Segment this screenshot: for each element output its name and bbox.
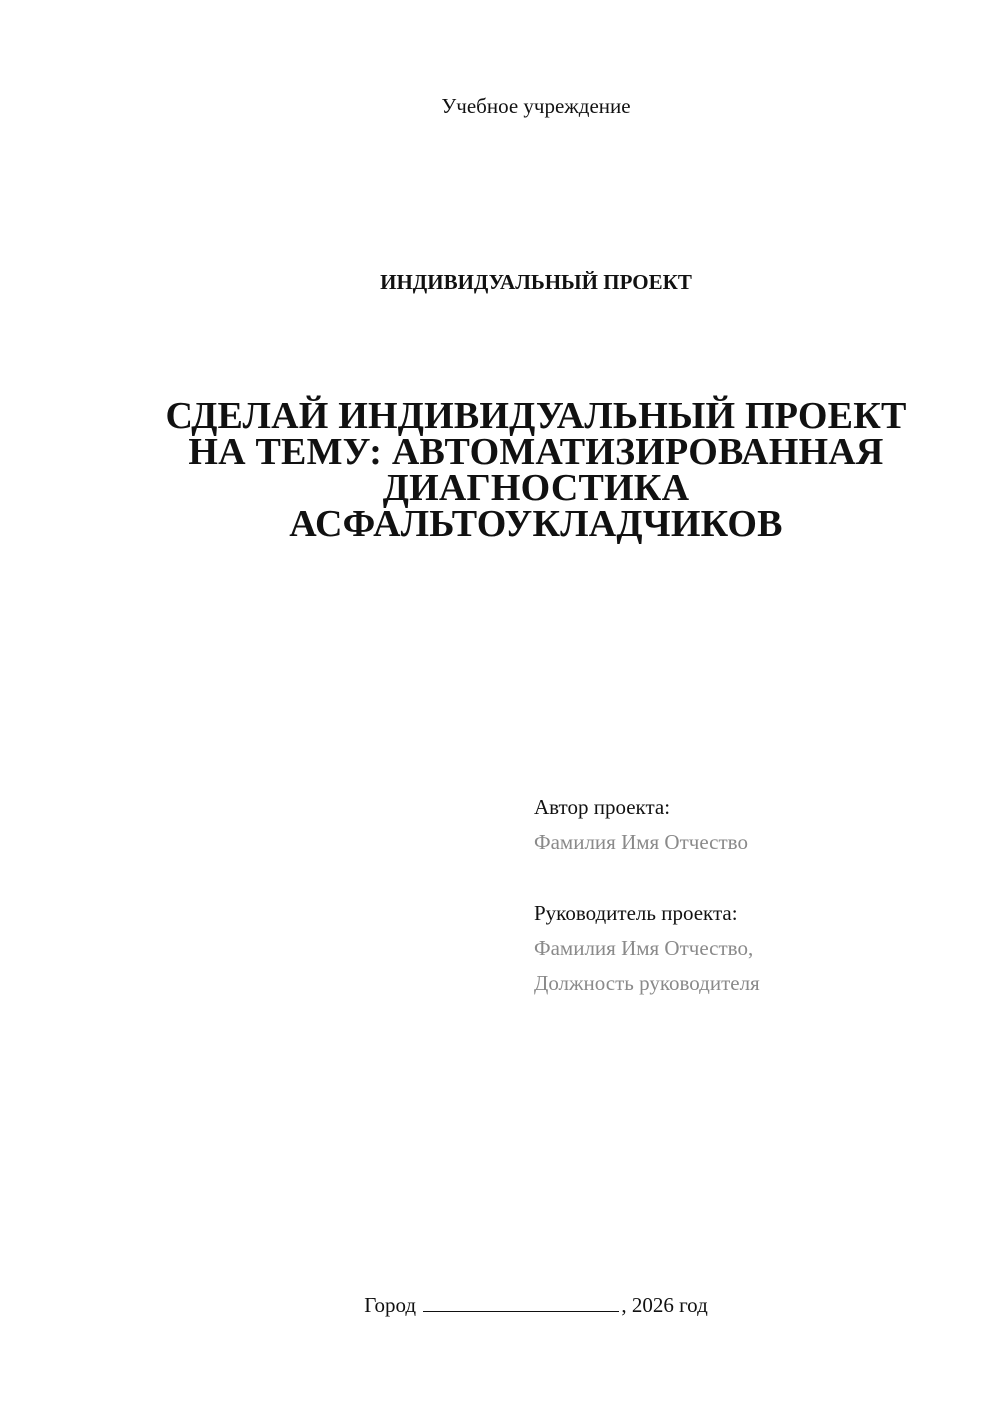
city-year-line <box>36 1292 1000 1318</box>
supervisor-name-placeholder: Фамилия Имя Отчество, <box>534 936 754 960</box>
spacer <box>534 860 974 896</box>
topic-line: СДЕЛАЙ ИНДИВИДУАЛЬНЫЙ ПРОЕКТ <box>165 395 907 437</box>
author-label: Автор проекта: <box>534 795 671 819</box>
topic-line: ДИАГНОСТИКА <box>382 467 690 509</box>
institution-name: Учебное учреждение <box>441 94 631 118</box>
topic-line: АСФАЛЬТОУКЛАДЧИКОВ <box>289 503 783 545</box>
supervisor-position-placeholder: Должность руководителя <box>534 971 760 995</box>
project-people-block <box>534 790 974 1001</box>
topic-line: НА ТЕМУ: АВТОМАТИЗИРОВАННАЯ <box>188 431 884 473</box>
author-name-placeholder: Фамилия Имя Отчество <box>534 830 748 854</box>
year-text: , 2026 год <box>621 1293 708 1317</box>
city-label: Город <box>364 1293 417 1317</box>
supervisor-label: Руководитель проекта: <box>534 901 738 925</box>
project-topic <box>36 395 1000 545</box>
city-blank-line <box>423 1293 619 1312</box>
document-type: ИНДИВИДУАЛЬНЫЙ ПРОЕКТ <box>380 270 692 294</box>
